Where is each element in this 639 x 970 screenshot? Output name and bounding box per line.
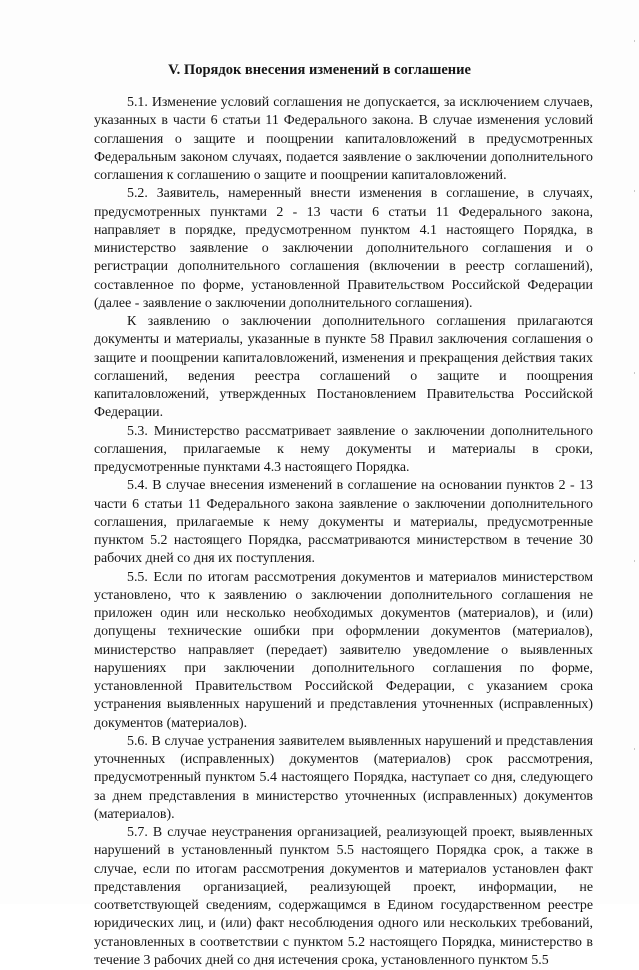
scan-edge-mark bbox=[634, 748, 635, 750]
document-body bbox=[94, 94, 593, 970]
paragraph-5-2: 5.2. Заявитель, намеренный внести изменения в соглашение, в случаях, предусмотренных пунктами 2 - 13 части 6 статьи 11 Федерального закона, направляет в порядке, предусмотренном пунктом 4.1 настоящего Порядка, в министерство заявление о заключении дополнительного соглашения и о регистрации дополнительного соглашения (включении в реестр соглашений), составленное по форме, установленной Правительством Российской Федерации (далее - заявление о заключении дополнительного соглашения). bbox=[94, 186, 593, 311]
scan-edge-mark bbox=[634, 40, 635, 42]
scan-edge-mark bbox=[634, 190, 635, 192]
paragraph-5-4: 5.4. В случае внесения изменений в соглашение на основании пунктов 2 - 13 части 6 статьи 11 Федерального закона заявление о заключении дополнительного соглашения, прилагаемые к нему документы и материалы, предусмотренные пунктом 5.2 настоящего Порядка, рассматриваются министерством в течение 30 рабочих дней со дня их поступления. bbox=[94, 478, 593, 567]
paragraph-5-6: 5.6. В случае устранения заявителем выявленных нарушений и представления уточненных (исправленных) документов (материалов) срок рассмотрения, предусмотренный пунктом 5.4 настоящего Порядка, наступает со дня, следующего за днем представления в министерство уточненных (исправленных) документов (материалов). bbox=[94, 733, 593, 822]
scan-edge-mark bbox=[634, 560, 635, 562]
paragraph-5-1: 5.1. Изменение условий соглашения не допускается, за исключением случаев, указанных в части 6 статьи 11 Федерального закона. В случае изменения условий соглашения о защите и поощрении капиталовложений в предусмотренных Федеральным законом случаях, подается заявление о заключении дополнительного соглашения к соглашению о защите и поощрении капиталовложений. bbox=[94, 95, 593, 183]
paragraph-5-5: 5.5. Если по итогам рассмотрения документов и материалов министерством установлено, что к заявлению о заключении дополнительного соглашения не приложен один или несколько необходимых документов (материалов), и (или) допущены технические ошибки при оформлении документов (материалов), министерство направляет (передает) заявителю уведомление о выявленных нарушениях при заключении дополнительного соглашения по форме, установленной Правительством Российской Федерации, с указанием срока устранения выявленных нарушений и представления уточненных (исправленных) документов (материалов). bbox=[94, 569, 593, 731]
paragraph-5-3: 5.3. Министерство рассматривает заявление о заключении дополнительного соглашения, прилагаемые к нему документы и материалы в сроки, предусмотренные пунктами 4.3 настоящего Порядка. bbox=[94, 423, 593, 475]
section-heading: V. Порядок внесения изменений в соглашение bbox=[168, 62, 471, 78]
paragraph-5-7: 5.7. В случае неустранения организацией, реализующей проект, выявленных нарушений в установленный пунктом 5.5 настоящего Порядка срок, а также в случае, если по итогам рассмотрения документов и материалов установлен факт представления организацией, реализующей проект, информации, не соответствующей сведениям, содержащимся в Едином государственном реестре юридических лиц, и (или) факт несоблюдения одного или нескольких требований, установленных в соответствии с пунктом 5.2 настоящего Порядка, министерство в течение 3 рабочих дней со дня истечения срока, установленного пунктом 5.5 bbox=[94, 825, 593, 968]
paragraph-5-2-attachments: К заявлению о заключении дополнительного соглашения прилагаются документы и материалы, указанные в пункте 58 Правил заключения соглашения о защите и поощрении капиталовложений, изменения и прекращения действия таких соглашений, ведения реестра соглашений о защите и поощрения капиталовложений, утвержденных Постановлением Правительства Российской Федерации. bbox=[94, 314, 593, 421]
scan-edge-mark bbox=[634, 372, 635, 374]
